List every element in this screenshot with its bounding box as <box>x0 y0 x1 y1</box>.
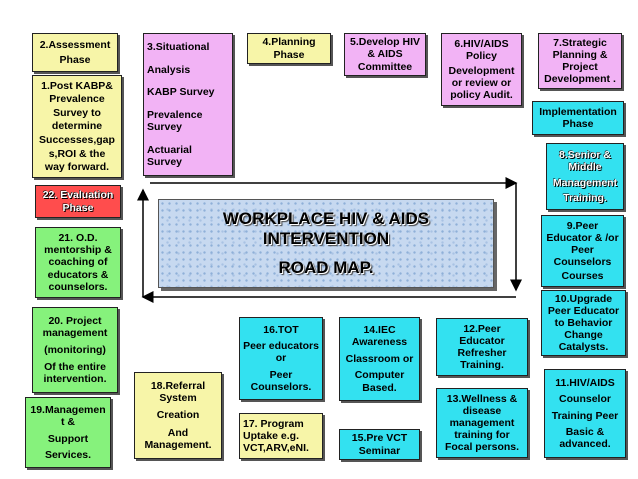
box-management-training: 8.Senior & Middle Management Training. <box>546 143 624 210</box>
box-strategic-planning: 7.Strategic Planning & Project Development . <box>538 33 622 89</box>
title-line3: ROAD MAP. <box>278 257 374 277</box>
box-project-management: 20. Project management (monitoring) Of the entire intervention. <box>32 307 118 393</box>
box-post-kabp: 1.Post KABP& Prevalence Survey to determine Successes,gap s,ROI & the way forward. <box>32 75 122 178</box>
title-line2: INTERVENTION <box>262 229 390 249</box>
box-planning-phase: 4.Planning Phase <box>247 33 331 64</box>
box-od-mentorship: 21. O.D. mentorship & coaching of educators & counselors. <box>35 227 121 298</box>
box-implementation-phase: Implementation Phase <box>532 101 624 135</box>
box-referral-system: 18.Referral System Creation And Management. <box>134 372 222 459</box>
box-iec-awareness: 14.IEC Awareness Classroom or Computer Based. <box>339 317 420 401</box>
box-program-uptake: 17. Program Uptake e.g. VCT,ARV,eNI. <box>239 413 323 459</box>
box-situational-analysis: 3.Situational Analysis KABP Survey Prevalence Survey Actuarial Survey <box>143 33 233 176</box>
box-counselor-training: 11.HIV/AIDS Counselor Training Peer Basic & advanced. <box>544 369 626 458</box>
box-assessment-phase: 2.Assessment Phase <box>32 33 118 72</box>
box-management-support: 19.Managemen t & Support Services. <box>25 397 111 468</box>
box-hiv-aids-policy: 6.HIV/AIDS Policy Development or review or policy Audit. <box>441 33 522 106</box>
box-wellness-management: 13.Wellness & disease management training for Focal persons. <box>436 388 528 458</box>
box-peer-educator-courses: 9.Peer Educator & /or Peer Counselors Courses <box>541 215 624 287</box>
box-tot: 16.TOT Peer educators or Peer Counselors. <box>239 317 323 400</box>
roadmap-title <box>158 199 494 288</box>
title-line1: WORKPLACE HIV & AIDS <box>222 208 430 228</box>
box-peer-educator-refresher: 12.Peer Educator Refresher Training. <box>436 318 528 376</box>
box-pre-vct-seminar: 15.Pre VCT Seminar <box>339 429 420 460</box>
box-evaluation-phase: 22. Evaluation Phase <box>35 185 121 218</box>
box-develop-committee: 5.Develop HIV & AIDS Committee <box>344 33 426 76</box>
box-upgrade-peer-educator: 10.Upgrade Peer Educator to Behavior Change Catalysts. <box>541 290 626 356</box>
